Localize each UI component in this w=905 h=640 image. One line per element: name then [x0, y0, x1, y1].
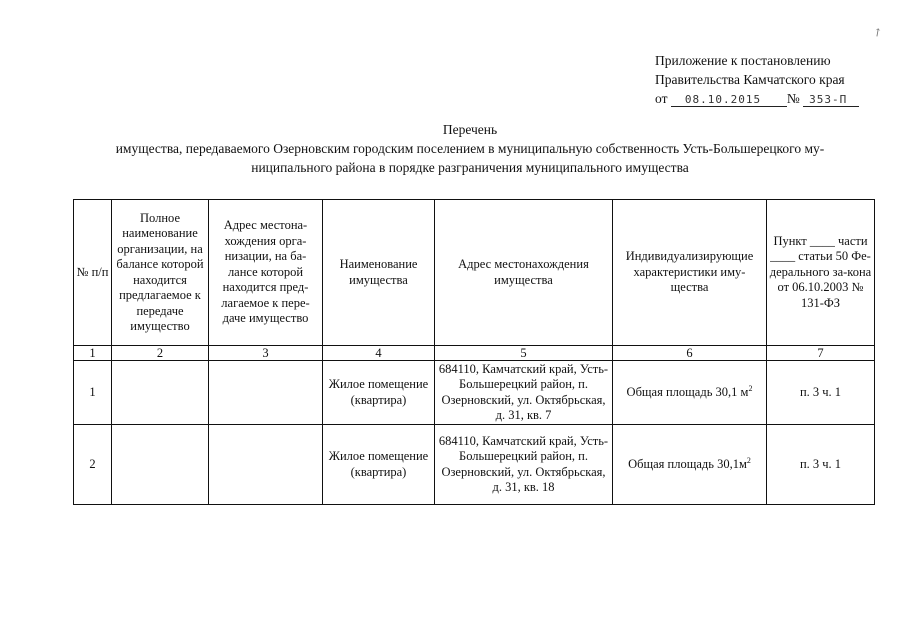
row-property-address: 684110, Камчатский край, Усть- Большерецкий район, п. Озерновский, ул. Октябрьская, д. 31, кв. 7 — [435, 361, 613, 425]
row-law-clause: п. 3 ч. 1 — [767, 425, 875, 505]
column-number: 1 — [74, 346, 112, 361]
title-heading: Перечень — [442, 122, 498, 137]
header-cell-organization-address: Адрес местона-хождения орга-низации, на ба-лансе которой находится пред-лагаемое к пере-даче имущество — [209, 200, 323, 346]
column-number: 6 — [613, 346, 767, 361]
column-number: 7 — [767, 346, 875, 361]
corner-mark: ↗ — [870, 25, 886, 41]
appendix-from-label: от — [655, 91, 668, 106]
row-number: 1 — [74, 361, 112, 425]
header-cell-characteristics: Индивидуализирующие характеристики иму-щества — [613, 200, 767, 346]
appendix-line-2: Правительства Камчатского края — [655, 72, 845, 87]
appendix-date: 08.10.2015 — [671, 93, 787, 107]
table-row — [74, 425, 875, 505]
document-title — [60, 120, 880, 177]
header-cell-law-clause: Пункт ____ части ____ статьи 50 Фе-дерального за-кона от 06.10.2003 № 131-ФЗ — [767, 200, 875, 346]
appendix-number: 353-П — [803, 93, 859, 107]
table-header-row — [74, 200, 875, 346]
appendix-block — [655, 51, 885, 108]
header-cell-number: № п/п — [74, 200, 112, 346]
row-property-name: Жилое помещение (квартира) — [323, 425, 435, 505]
appendix-line-3 — [655, 89, 885, 108]
header-cell-property-name: Наименование имущества — [323, 200, 435, 346]
row-law-clause: п. 3 ч. 1 — [767, 361, 875, 425]
appendix-line-1: Приложение к постановлению — [655, 53, 831, 68]
row-organization-address — [209, 361, 323, 425]
row-property-name: Жилое помещение (квартира) — [323, 361, 435, 425]
row-characteristics-sup: 2 — [746, 455, 751, 465]
title-line-1: имущества, передаваемого Озерновским городским поселением в муниципальную собственность Усть-Большерецкого му- — [115, 141, 825, 156]
row-organization — [112, 361, 209, 425]
appendix-number-label: № — [786, 91, 800, 106]
row-characteristics — [613, 361, 767, 425]
row-characteristics-sup: 2 — [748, 383, 753, 393]
column-number: 2 — [112, 346, 209, 361]
column-number: 3 — [209, 346, 323, 361]
row-characteristics-text: Общая площадь 30,1м — [628, 456, 747, 471]
table-row — [74, 361, 875, 425]
row-organization-address — [209, 425, 323, 505]
property-table — [73, 199, 875, 505]
row-property-address: 684110, Камчатский край, Усть- Большерецкий район, п. Озерновский, ул. Октябрьская, д. 31, кв. 18 — [435, 425, 613, 505]
header-cell-property-address: Адрес местонахождения имущества — [435, 200, 613, 346]
header-cell-organization: Полное наименование организации, на балансе которой находится предлагаемое к передаче имущество — [112, 200, 209, 346]
column-number: 4 — [323, 346, 435, 361]
row-characteristics — [613, 425, 767, 505]
column-number-row — [74, 346, 875, 361]
column-number: 5 — [435, 346, 613, 361]
row-number: 2 — [74, 425, 112, 505]
row-characteristics-text: Общая площадь 30,1 м — [626, 384, 749, 399]
row-organization — [112, 425, 209, 505]
title-line-2: ниципального района в порядке разграничения муниципального имущества — [251, 160, 689, 175]
